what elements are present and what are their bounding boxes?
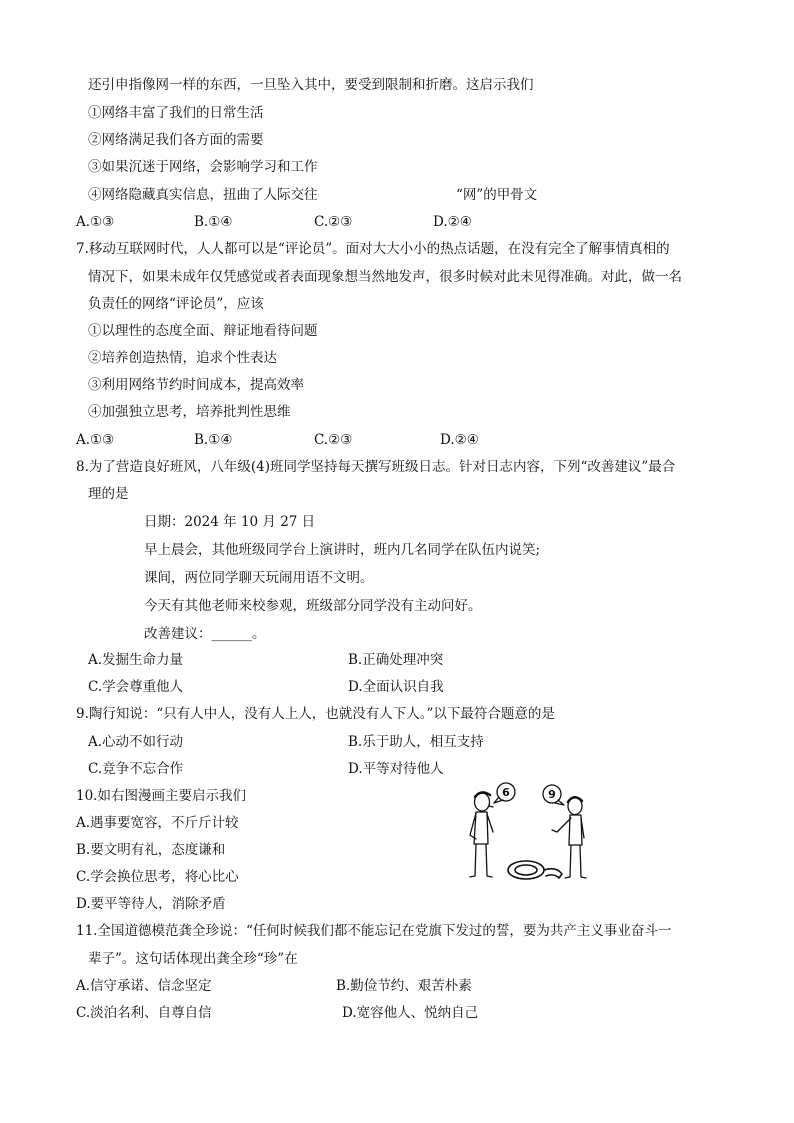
q7-option-c: C.②③: [314, 432, 353, 448]
q11-option-b: B.勤俭节约、艰苦朴素: [336, 978, 472, 994]
q10-stem: 10.如右图漫画主要启示我们: [76, 788, 246, 804]
q9-option-d: D.平等对待他人: [348, 761, 444, 777]
q6-option-c: C.②③: [314, 214, 353, 230]
q9-option-c: C.竞争不忘合作: [88, 761, 184, 777]
q11-option-c: C.淡泊名利、自尊自信: [76, 1005, 212, 1021]
left-bubble-number: 6: [502, 786, 510, 799]
q10-option-c: C.学会换位思考，将心比心: [76, 869, 239, 885]
q7-item-2: ②培养创造热情，追求个性表达: [88, 350, 277, 366]
q7-option-d: D.②④: [440, 432, 479, 448]
q9-stem: 9.陶行知说：“只有人中人，没有人上人，也就没有人下人。”以下最符合题意的是: [76, 706, 555, 722]
cartoon-illustration: [462, 782, 600, 892]
q6-figure-caption: “网”的甲骨文: [456, 187, 538, 203]
q8-log-date: 日期：2024 年 10 月 27 日: [144, 514, 316, 530]
q10-option-d: D.要平等待人，消除矛盾: [76, 896, 226, 912]
right-bubble-number: 9: [548, 788, 556, 801]
q11-stem-line-1: 11.全国道德模范龚全珍说：“任何时候我们都不能忘记在党旗下发过的誓，要为共产主义事业奋斗一: [76, 923, 672, 939]
q8-option-c: C.学会尊重他人: [88, 679, 184, 695]
q6-option-a: A.①③: [76, 214, 115, 230]
q10-option-b: B.要文明有礼，态度谦和: [76, 842, 226, 858]
q6-item-1: ①网络丰富了我们的日常生活: [88, 105, 264, 121]
q8-option-a: A.发掘生命力量: [88, 652, 184, 668]
q8-option-b: B.正确处理冲突: [348, 652, 444, 668]
q9-option-a: A.心动不如行动: [88, 734, 184, 750]
q8-stem-line-2: 理的是: [88, 486, 129, 502]
q7-item-4: ④加强独立思考，培养批判性思维: [88, 404, 291, 420]
q8-log-line-2: 课间，两位同学聊天玩闹用语不文明。: [144, 570, 374, 586]
q8-suggestion-blank: 改善建议：______。: [144, 626, 266, 642]
q11-option-a: A.信守承诺、信念坚定: [76, 978, 212, 994]
q6-item-3: ③如果沉迷于网络，会影响学习和工作: [88, 159, 318, 175]
right-man-figure: [552, 797, 586, 878]
q7-item-1: ①以理性的态度全面、辩证地看待问题: [88, 323, 318, 339]
q7-item-3: ③利用网络节约时间成本，提高效率: [88, 377, 304, 393]
q11-option-d: D.宽容他人、悦纳自己: [342, 1005, 479, 1021]
q7-stem-line-2: 情况下，如果未成年仅凭感觉或者表面现象想当然地发声，很多时候对此未见得准确。对此，做一名: [88, 269, 682, 285]
q9-option-b: B.乐于助人，相互支持: [348, 734, 484, 750]
q8-log-line-1: 早上晨会，其他班级同学台上演讲时，班内几名同学在队伍内说笑;: [144, 542, 541, 558]
q6-item-4: ④网络隐藏真实信息，扭曲了人际交往: [88, 187, 318, 203]
q10-option-a: A.遇事要宽容，不斤斤计较: [76, 815, 239, 831]
q8-log-line-3: 今天有其他老师来校参观，班级部分同学没有主动问好。: [144, 598, 482, 614]
q7-option-a: A.①③: [76, 432, 115, 448]
q6-item-2: ②网络满足我们各方面的需要: [88, 132, 264, 148]
number-on-ground: [508, 861, 562, 879]
q7-option-b: B.①④: [194, 432, 233, 448]
q11-stem-line-2: 辈子”。这句话体现出龚全珍“珍”在: [88, 951, 298, 967]
q8-stem-line-1: 8.为了营造良好班风，八年级(4)班同学坚持每天撰写班级日志。针对日志内容，下列“改善建议”最合: [76, 459, 676, 475]
q6-option-d: D.②④: [433, 214, 472, 230]
left-man-figure: [470, 792, 493, 877]
q7-stem-line-1: 7.移动互联网时代，人人都可以是“评论员”。面对大大小小的热点话题，在没有完全了解事情真相的: [76, 241, 670, 257]
q7-stem-line-3: 负责任的网络“评论员”，应该: [88, 296, 264, 312]
q6-option-b: B.①④: [194, 214, 233, 230]
q8-option-d: D.全面认识自我: [348, 679, 444, 695]
q6-stem: 还引申指像网一样的东西，一旦坠入其中，要受到限制和折磨。这启示我们: [88, 77, 534, 93]
